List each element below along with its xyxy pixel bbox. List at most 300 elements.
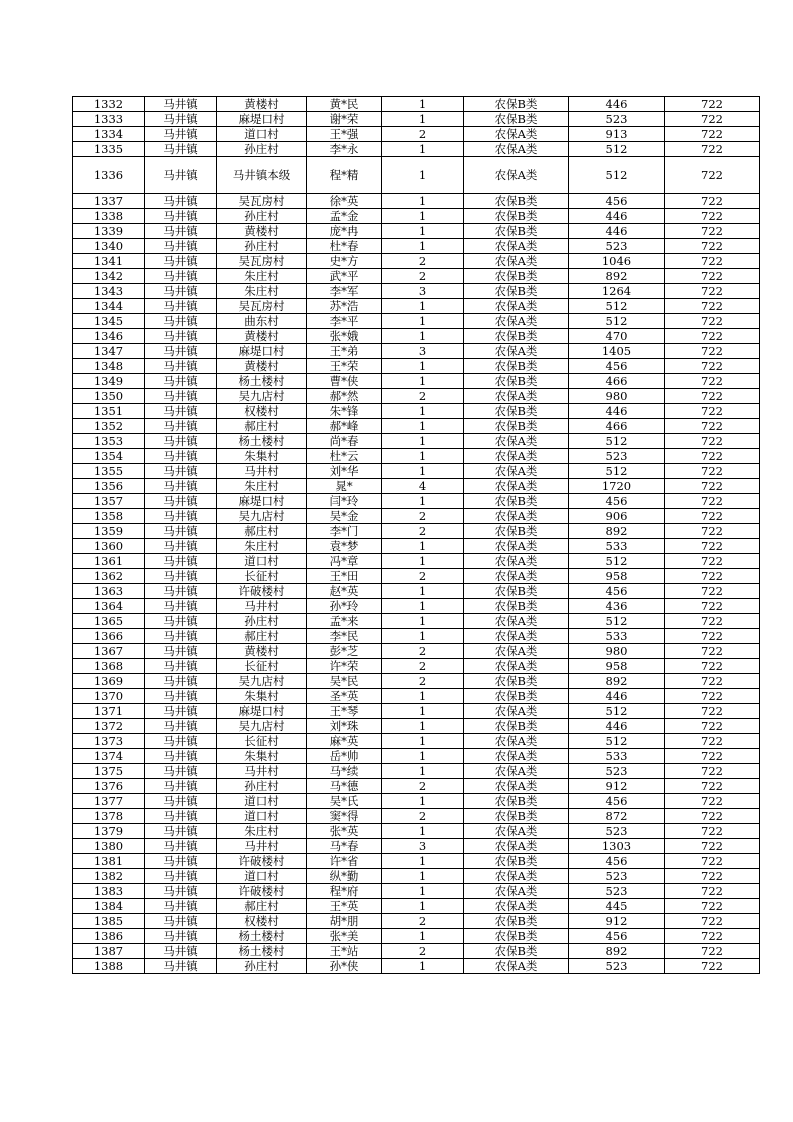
town-cell: 马井镇 [145, 509, 217, 524]
name-cell: 朱*锋 [307, 404, 382, 419]
persons-cell: 1 [382, 749, 464, 764]
amount-cell: 912 [569, 779, 665, 794]
name-cell: 张*娥 [307, 329, 382, 344]
table-row [73, 239, 760, 254]
village-cell: 吴九店村 [217, 674, 307, 689]
village-cell: 孙庄村 [217, 209, 307, 224]
village-cell: 马井镇本级 [217, 157, 307, 194]
town-cell: 马井镇 [145, 299, 217, 314]
name-cell: 刘*华 [307, 464, 382, 479]
amount-cell: 456 [569, 194, 665, 209]
table-row [73, 284, 760, 299]
amount-cell: 980 [569, 389, 665, 404]
table-row [73, 509, 760, 524]
code-cell: 722 [665, 329, 760, 344]
code-cell: 722 [665, 674, 760, 689]
persons-cell: 1 [382, 374, 464, 389]
category-cell: 农保A类 [464, 659, 569, 674]
name-cell: 孙*侠 [307, 959, 382, 974]
town-cell: 马井镇 [145, 809, 217, 824]
persons-cell: 2 [382, 644, 464, 659]
category-cell: 农保A类 [464, 749, 569, 764]
village-cell: 麻堤口村 [217, 704, 307, 719]
category-cell: 农保A类 [464, 254, 569, 269]
row-number-cell: 1343 [73, 284, 145, 299]
name-cell: 李*门 [307, 524, 382, 539]
category-cell: 农保A类 [464, 704, 569, 719]
category-cell: 农保B类 [464, 914, 569, 929]
row-number-cell: 1351 [73, 404, 145, 419]
persons-cell: 1 [382, 434, 464, 449]
category-cell: 农保A类 [464, 344, 569, 359]
name-cell: 李*军 [307, 284, 382, 299]
code-cell: 722 [665, 389, 760, 404]
persons-cell: 2 [382, 779, 464, 794]
name-cell: 武*平 [307, 269, 382, 284]
code-cell: 722 [665, 869, 760, 884]
amount-cell: 1264 [569, 284, 665, 299]
category-cell: 农保B类 [464, 194, 569, 209]
category-cell: 农保A类 [464, 569, 569, 584]
amount-cell: 1720 [569, 479, 665, 494]
town-cell: 马井镇 [145, 284, 217, 299]
category-cell: 农保A类 [464, 142, 569, 157]
code-cell: 722 [665, 914, 760, 929]
row-number-cell: 1374 [73, 749, 145, 764]
persons-cell: 2 [382, 127, 464, 142]
category-cell: 农保A类 [464, 839, 569, 854]
amount-cell: 872 [569, 809, 665, 824]
town-cell: 马井镇 [145, 374, 217, 389]
amount-cell: 512 [569, 704, 665, 719]
village-cell: 吴九店村 [217, 389, 307, 404]
table-row [73, 434, 760, 449]
name-cell: 苏*浩 [307, 299, 382, 314]
town-cell: 马井镇 [145, 899, 217, 914]
table-row [73, 142, 760, 157]
row-number-cell: 1382 [73, 869, 145, 884]
persons-cell: 1 [382, 554, 464, 569]
row-number-cell: 1340 [73, 239, 145, 254]
village-cell: 黄楼村 [217, 97, 307, 112]
persons-cell: 2 [382, 914, 464, 929]
table-row [73, 449, 760, 464]
amount-cell: 906 [569, 509, 665, 524]
town-cell: 马井镇 [145, 854, 217, 869]
persons-cell: 1 [382, 194, 464, 209]
category-cell: 农保A类 [464, 449, 569, 464]
village-cell: 马井村 [217, 764, 307, 779]
table-row [73, 254, 760, 269]
village-cell: 朱庄村 [217, 539, 307, 554]
row-number-cell: 1334 [73, 127, 145, 142]
row-number-cell: 1380 [73, 839, 145, 854]
name-cell: 杜*春 [307, 239, 382, 254]
row-number-cell: 1377 [73, 794, 145, 809]
code-cell: 722 [665, 157, 760, 194]
table-row [73, 224, 760, 239]
name-cell: 孙*玲 [307, 599, 382, 614]
village-cell: 长征村 [217, 569, 307, 584]
amount-cell: 892 [569, 524, 665, 539]
table-row [73, 299, 760, 314]
category-cell: 农保A类 [464, 464, 569, 479]
village-cell: 孙庄村 [217, 959, 307, 974]
persons-cell: 1 [382, 314, 464, 329]
amount-cell: 456 [569, 854, 665, 869]
category-cell: 农保A类 [464, 509, 569, 524]
village-cell: 黄楼村 [217, 224, 307, 239]
code-cell: 722 [665, 239, 760, 254]
table-row [73, 209, 760, 224]
category-cell: 农保A类 [464, 824, 569, 839]
amount-cell: 446 [569, 209, 665, 224]
amount-cell: 512 [569, 434, 665, 449]
code-cell: 722 [665, 839, 760, 854]
code-cell: 722 [665, 764, 760, 779]
table-row [73, 869, 760, 884]
village-cell: 吴九店村 [217, 509, 307, 524]
amount-cell: 456 [569, 359, 665, 374]
persons-cell: 1 [382, 359, 464, 374]
code-cell: 722 [665, 929, 760, 944]
village-cell: 郝庄村 [217, 629, 307, 644]
name-cell: 程*府 [307, 884, 382, 899]
town-cell: 马井镇 [145, 554, 217, 569]
row-number-cell: 1358 [73, 509, 145, 524]
village-cell: 孙庄村 [217, 142, 307, 157]
amount-cell: 446 [569, 719, 665, 734]
table-row [73, 839, 760, 854]
town-cell: 马井镇 [145, 764, 217, 779]
table-row [73, 824, 760, 839]
amount-cell: 523 [569, 824, 665, 839]
town-cell: 马井镇 [145, 839, 217, 854]
table-row [73, 794, 760, 809]
row-number-cell: 1355 [73, 464, 145, 479]
row-number-cell: 1376 [73, 779, 145, 794]
table-row [73, 419, 760, 434]
amount-cell: 533 [569, 539, 665, 554]
table-row [73, 314, 760, 329]
code-cell: 722 [665, 449, 760, 464]
code-cell: 722 [665, 524, 760, 539]
code-cell: 722 [665, 734, 760, 749]
name-cell: 圣*英 [307, 689, 382, 704]
amount-cell: 456 [569, 794, 665, 809]
row-number-cell: 1385 [73, 914, 145, 929]
code-cell: 722 [665, 97, 760, 112]
town-cell: 马井镇 [145, 479, 217, 494]
table-row [73, 584, 760, 599]
name-cell: 袁*梦 [307, 539, 382, 554]
table-row [73, 644, 760, 659]
town-cell: 马井镇 [145, 734, 217, 749]
code-cell: 722 [665, 599, 760, 614]
name-cell: 刘*珠 [307, 719, 382, 734]
name-cell: 王*弟 [307, 344, 382, 359]
village-cell: 杨土楼村 [217, 929, 307, 944]
row-number-cell: 1352 [73, 419, 145, 434]
persons-cell: 3 [382, 284, 464, 299]
row-number-cell: 1362 [73, 569, 145, 584]
code-cell: 722 [665, 959, 760, 974]
table-row [73, 884, 760, 899]
table-row [73, 404, 760, 419]
town-cell: 马井镇 [145, 914, 217, 929]
persons-cell: 1 [382, 157, 464, 194]
town-cell: 马井镇 [145, 359, 217, 374]
persons-cell: 1 [382, 794, 464, 809]
table-row [73, 629, 760, 644]
name-cell: 吴*氏 [307, 794, 382, 809]
code-cell: 722 [665, 194, 760, 209]
amount-cell: 436 [569, 599, 665, 614]
village-cell: 曲东村 [217, 314, 307, 329]
village-cell: 朱庄村 [217, 824, 307, 839]
code-cell: 722 [665, 359, 760, 374]
persons-cell: 1 [382, 539, 464, 554]
row-number-cell: 1384 [73, 899, 145, 914]
category-cell: 农保A类 [464, 614, 569, 629]
category-cell: 农保B类 [464, 854, 569, 869]
village-cell: 郝庄村 [217, 899, 307, 914]
row-number-cell: 1357 [73, 494, 145, 509]
category-cell: 农保A类 [464, 779, 569, 794]
category-cell: 农保A类 [464, 127, 569, 142]
persons-cell: 1 [382, 584, 464, 599]
amount-cell: 446 [569, 224, 665, 239]
row-number-cell: 1375 [73, 764, 145, 779]
amount-cell: 512 [569, 314, 665, 329]
code-cell: 722 [665, 629, 760, 644]
category-cell: 农保A类 [464, 629, 569, 644]
village-cell: 许破楼村 [217, 854, 307, 869]
table-row [73, 269, 760, 284]
persons-cell: 1 [382, 884, 464, 899]
row-number-cell: 1369 [73, 674, 145, 689]
code-cell: 722 [665, 884, 760, 899]
town-cell: 马井镇 [145, 224, 217, 239]
row-number-cell: 1349 [73, 374, 145, 389]
category-cell: 农保A类 [464, 479, 569, 494]
name-cell: 许*省 [307, 854, 382, 869]
persons-cell: 1 [382, 112, 464, 127]
amount-cell: 512 [569, 734, 665, 749]
table-row [73, 569, 760, 584]
persons-cell: 1 [382, 764, 464, 779]
category-cell: 农保A类 [464, 157, 569, 194]
village-cell: 朱集村 [217, 689, 307, 704]
town-cell: 马井镇 [145, 824, 217, 839]
category-cell: 农保B类 [464, 689, 569, 704]
persons-cell: 1 [382, 704, 464, 719]
amount-cell: 445 [569, 899, 665, 914]
persons-cell: 2 [382, 569, 464, 584]
row-number-cell: 1372 [73, 719, 145, 734]
town-cell: 马井镇 [145, 434, 217, 449]
category-cell: 农保B类 [464, 359, 569, 374]
persons-cell: 1 [382, 869, 464, 884]
amount-cell: 523 [569, 239, 665, 254]
category-cell: 农保A类 [464, 239, 569, 254]
code-cell: 722 [665, 704, 760, 719]
code-cell: 722 [665, 224, 760, 239]
table-row [73, 524, 760, 539]
name-cell: 郝*然 [307, 389, 382, 404]
village-cell: 长征村 [217, 659, 307, 674]
code-cell: 722 [665, 269, 760, 284]
town-cell: 马井镇 [145, 494, 217, 509]
category-cell: 农保A类 [464, 434, 569, 449]
persons-cell: 1 [382, 689, 464, 704]
village-cell: 吴瓦房村 [217, 194, 307, 209]
town-cell: 马井镇 [145, 97, 217, 112]
persons-cell: 1 [382, 629, 464, 644]
name-cell: 晁* [307, 479, 382, 494]
row-number-cell: 1341 [73, 254, 145, 269]
name-cell: 王*站 [307, 944, 382, 959]
village-cell: 长征村 [217, 734, 307, 749]
persons-cell: 1 [382, 599, 464, 614]
category-cell: 农保B类 [464, 929, 569, 944]
category-cell: 农保A类 [464, 314, 569, 329]
town-cell: 马井镇 [145, 869, 217, 884]
code-cell: 722 [665, 749, 760, 764]
name-cell: 许*荣 [307, 659, 382, 674]
town-cell: 马井镇 [145, 209, 217, 224]
row-number-cell: 1342 [73, 269, 145, 284]
table-row [73, 97, 760, 112]
village-cell: 麻堤口村 [217, 112, 307, 127]
persons-cell: 1 [382, 419, 464, 434]
name-cell: 窦*得 [307, 809, 382, 824]
table-row [73, 689, 760, 704]
name-cell: 马*春 [307, 839, 382, 854]
category-cell: 农保A类 [464, 644, 569, 659]
persons-cell: 2 [382, 524, 464, 539]
name-cell: 黄*民 [307, 97, 382, 112]
category-cell: 农保B类 [464, 674, 569, 689]
row-number-cell: 1332 [73, 97, 145, 112]
name-cell: 彭*芝 [307, 644, 382, 659]
category-cell: 农保A类 [464, 539, 569, 554]
amount-cell: 470 [569, 329, 665, 344]
amount-cell: 466 [569, 374, 665, 389]
table-row [73, 749, 760, 764]
row-number-cell: 1344 [73, 299, 145, 314]
table-row [73, 539, 760, 554]
code-cell: 722 [665, 809, 760, 824]
town-cell: 马井镇 [145, 944, 217, 959]
village-cell: 杨土楼村 [217, 434, 307, 449]
row-number-cell: 1335 [73, 142, 145, 157]
table-row [73, 659, 760, 674]
amount-cell: 1405 [569, 344, 665, 359]
amount-cell: 980 [569, 644, 665, 659]
code-cell: 722 [665, 142, 760, 157]
code-cell: 722 [665, 899, 760, 914]
category-cell: 农保B类 [464, 269, 569, 284]
persons-cell: 1 [382, 224, 464, 239]
category-cell: 农保B类 [464, 97, 569, 112]
row-number-cell: 1366 [73, 629, 145, 644]
table-row [73, 854, 760, 869]
village-cell: 杨土楼村 [217, 944, 307, 959]
name-cell: 杜*云 [307, 449, 382, 464]
town-cell: 马井镇 [145, 329, 217, 344]
amount-cell: 512 [569, 464, 665, 479]
village-cell: 道口村 [217, 869, 307, 884]
town-cell: 马井镇 [145, 704, 217, 719]
table-row [73, 944, 760, 959]
village-cell: 麻堤口村 [217, 344, 307, 359]
code-cell: 722 [665, 299, 760, 314]
category-cell: 农保A类 [464, 959, 569, 974]
persons-cell: 2 [382, 659, 464, 674]
code-cell: 722 [665, 779, 760, 794]
code-cell: 722 [665, 374, 760, 389]
persons-cell: 2 [382, 944, 464, 959]
table-row [73, 779, 760, 794]
town-cell: 马井镇 [145, 157, 217, 194]
name-cell: 吴*金 [307, 509, 382, 524]
town-cell: 马井镇 [145, 269, 217, 284]
town-cell: 马井镇 [145, 404, 217, 419]
name-cell: 马*续 [307, 764, 382, 779]
amount-cell: 456 [569, 494, 665, 509]
village-cell: 马井村 [217, 599, 307, 614]
persons-cell: 3 [382, 344, 464, 359]
code-cell: 722 [665, 794, 760, 809]
category-cell: 农保B类 [464, 374, 569, 389]
name-cell: 麻*英 [307, 734, 382, 749]
village-cell: 朱庄村 [217, 284, 307, 299]
row-number-cell: 1368 [73, 659, 145, 674]
table-row [73, 194, 760, 209]
category-cell: 农保B类 [464, 224, 569, 239]
town-cell: 马井镇 [145, 884, 217, 899]
code-cell: 722 [665, 479, 760, 494]
amount-cell: 523 [569, 884, 665, 899]
code-cell: 722 [665, 314, 760, 329]
village-cell: 黄楼村 [217, 329, 307, 344]
row-number-cell: 1388 [73, 959, 145, 974]
name-cell: 王*强 [307, 127, 382, 142]
code-cell: 722 [665, 689, 760, 704]
village-cell: 道口村 [217, 127, 307, 142]
code-cell: 722 [665, 434, 760, 449]
code-cell: 722 [665, 944, 760, 959]
table-row [73, 719, 760, 734]
category-cell: 农保A类 [464, 899, 569, 914]
row-number-cell: 1371 [73, 704, 145, 719]
name-cell: 纵*勤 [307, 869, 382, 884]
table-row [73, 329, 760, 344]
code-cell: 722 [665, 659, 760, 674]
name-cell: 曹*侠 [307, 374, 382, 389]
table-row [73, 344, 760, 359]
code-cell: 722 [665, 854, 760, 869]
name-cell: 胡*朋 [307, 914, 382, 929]
row-number-cell: 1360 [73, 539, 145, 554]
town-cell: 马井镇 [145, 449, 217, 464]
table-row [73, 112, 760, 127]
table-row [73, 374, 760, 389]
category-cell: 农保B类 [464, 329, 569, 344]
row-number-cell: 1348 [73, 359, 145, 374]
row-number-cell: 1367 [73, 644, 145, 659]
